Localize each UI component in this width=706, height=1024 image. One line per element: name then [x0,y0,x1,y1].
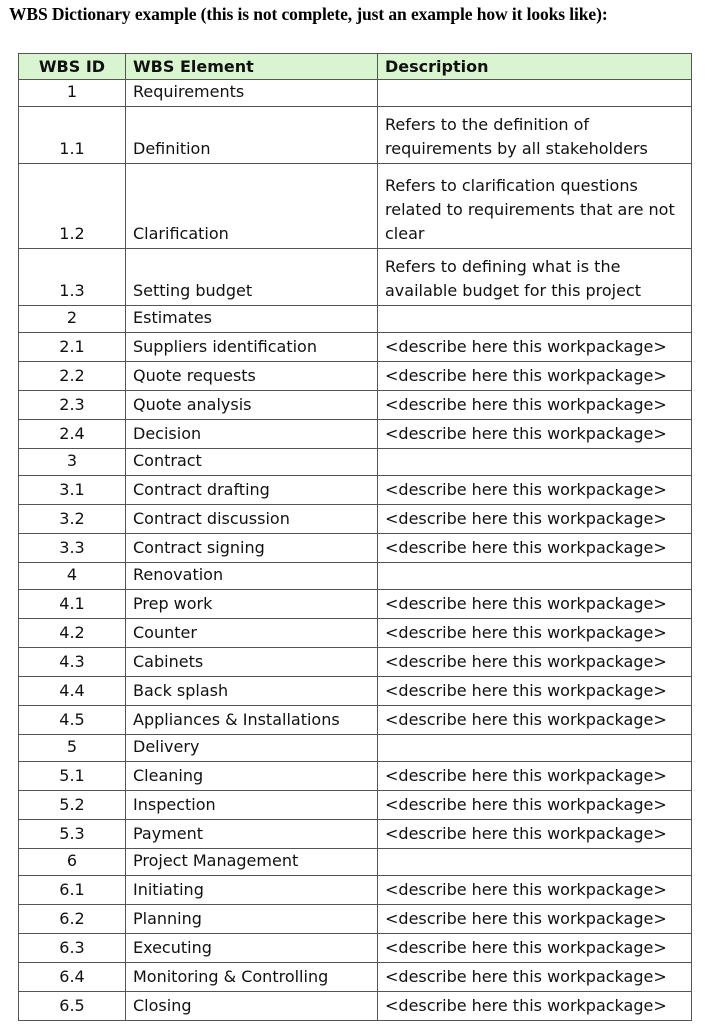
wbs-id-cell: 4.4 [19,677,126,706]
wbs-element-cell: Clarification [126,164,378,249]
table-row [19,505,692,534]
table-row [19,362,692,391]
description-cell: <describe here this workpackage> [378,677,692,706]
table-row [19,449,692,476]
wbs-element-cell: Requirements [126,80,378,107]
wbs-element-cell: Monitoring & Controlling [126,963,378,992]
table-row [19,306,692,333]
wbs-id-cell: 2.1 [19,333,126,362]
table-row [19,849,692,876]
wbs-element-cell: Project Management [126,849,378,876]
description-cell [378,563,692,590]
table-header-row [19,54,692,80]
description-cell: <describe here this workpackage> [378,534,692,563]
table-body [19,80,692,1021]
description-cell: <describe here this workpackage> [378,905,692,934]
table-row [19,905,692,934]
wbs-id-cell: 6.1 [19,876,126,905]
description-cell: <describe here this workpackage> [378,505,692,534]
wbs-element-cell: Contract signing [126,534,378,563]
wbs-element-cell: Planning [126,905,378,934]
page-title: WBS Dictionary example (this is not complete, just an example how it looks like): [9,4,608,24]
header-description: Description [378,54,692,80]
table-row [19,391,692,420]
wbs-element-cell: Back splash [126,677,378,706]
wbs-id-cell: 3.2 [19,505,126,534]
wbs-id-cell: 6.3 [19,934,126,963]
table-row [19,820,692,849]
description-cell: Refers to defining what is the available budget for this project [378,249,692,306]
wbs-id-cell: 4.1 [19,590,126,619]
wbs-element-cell: Inspection [126,791,378,820]
table-row [19,590,692,619]
wbs-element-cell: Suppliers identification [126,333,378,362]
table-row [19,420,692,449]
wbs-element-cell: Executing [126,934,378,963]
wbs-id-cell: 5.3 [19,820,126,849]
wbs-element-cell: Contract discussion [126,505,378,534]
wbs-id-cell: 2 [19,306,126,333]
description-cell: <describe here this workpackage> [378,648,692,677]
wbs-element-cell: Decision [126,420,378,449]
header-wbs-id: WBS ID [19,54,126,80]
wbs-element-cell: Cleaning [126,762,378,791]
table-row [19,107,692,164]
table-row [19,934,692,963]
description-cell: <describe here this workpackage> [378,992,692,1021]
table-row [19,563,692,590]
table-row [19,619,692,648]
wbs-id-cell: 2.4 [19,420,126,449]
wbs-id-cell: 4.3 [19,648,126,677]
wbs-id-cell: 2.2 [19,362,126,391]
table-row [19,164,692,249]
wbs-id-cell: 3.3 [19,534,126,563]
description-cell: <describe here this workpackage> [378,362,692,391]
header-wbs-element: WBS Element [126,54,378,80]
wbs-element-cell: Initiating [126,876,378,905]
wbs-id-cell: 5 [19,735,126,762]
description-cell: <describe here this workpackage> [378,706,692,735]
wbs-element-cell: Estimates [126,306,378,333]
wbs-id-cell: 2.3 [19,391,126,420]
wbs-element-cell: Setting budget [126,249,378,306]
wbs-element-cell: Counter [126,619,378,648]
description-cell [378,80,692,107]
wbs-id-cell: 6.5 [19,992,126,1021]
wbs-id-cell: 5.1 [19,762,126,791]
table-row [19,333,692,362]
description-cell: <describe here this workpackage> [378,820,692,849]
description-cell [378,849,692,876]
wbs-element-cell: Quote requests [126,362,378,391]
table-row [19,80,692,107]
description-cell [378,735,692,762]
table-row [19,963,692,992]
wbs-id-cell: 1 [19,80,126,107]
wbs-element-cell: Prep work [126,590,378,619]
description-cell: <describe here this workpackage> [378,333,692,362]
wbs-element-cell: Delivery [126,735,378,762]
wbs-element-cell: Definition [126,107,378,164]
description-cell: <describe here this workpackage> [378,934,692,963]
description-cell: <describe here this workpackage> [378,476,692,505]
wbs-id-cell: 6 [19,849,126,876]
table-row [19,762,692,791]
table-row [19,876,692,905]
description-cell: Refers to clarification questions related to requirements that are not clear [378,164,692,249]
table-row [19,706,692,735]
description-cell: <describe here this workpackage> [378,590,692,619]
table-row [19,677,692,706]
description-cell [378,449,692,476]
wbs-id-cell: 1.3 [19,249,126,306]
table-row [19,791,692,820]
wbs-id-cell: 6.4 [19,963,126,992]
wbs-id-cell: 4 [19,563,126,590]
description-cell: <describe here this workpackage> [378,420,692,449]
wbs-element-cell: Renovation [126,563,378,590]
description-cell: <describe here this workpackage> [378,876,692,905]
table-row [19,992,692,1021]
table-row [19,249,692,306]
wbs-element-cell: Quote analysis [126,391,378,420]
wbs-element-cell: Contract drafting [126,476,378,505]
wbs-id-cell: 1.1 [19,107,126,164]
wbs-dictionary-table [18,53,692,1021]
wbs-id-cell: 4.2 [19,619,126,648]
description-cell: Refers to the definition of requirements by all stakeholders [378,107,692,164]
wbs-id-cell: 4.5 [19,706,126,735]
description-cell: <describe here this workpackage> [378,762,692,791]
table-row [19,735,692,762]
wbs-element-cell: Appliances & Installations [126,706,378,735]
wbs-id-cell: 5.2 [19,791,126,820]
wbs-id-cell: 6.2 [19,905,126,934]
wbs-element-cell: Closing [126,992,378,1021]
table-row [19,534,692,563]
wbs-id-cell: 1.2 [19,164,126,249]
table-row [19,476,692,505]
description-cell: <describe here this workpackage> [378,619,692,648]
wbs-element-cell: Cabinets [126,648,378,677]
wbs-id-cell: 3.1 [19,476,126,505]
table-row [19,648,692,677]
description-cell [378,306,692,333]
description-cell: <describe here this workpackage> [378,391,692,420]
wbs-id-cell: 3 [19,449,126,476]
description-cell: <describe here this workpackage> [378,791,692,820]
description-cell: <describe here this workpackage> [378,963,692,992]
wbs-element-cell: Payment [126,820,378,849]
wbs-element-cell: Contract [126,449,378,476]
